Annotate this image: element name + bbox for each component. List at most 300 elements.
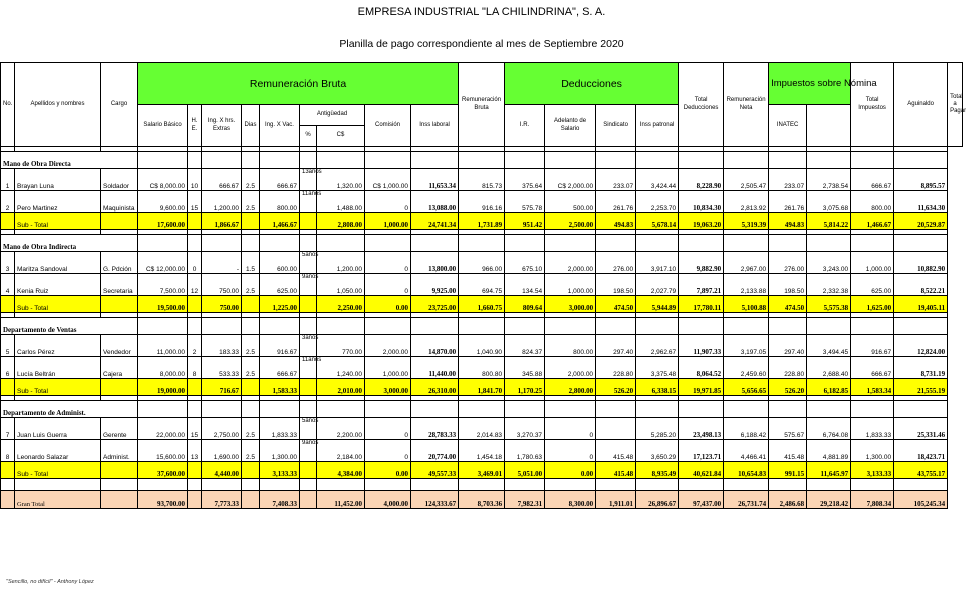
section-title: Departamento de Administ.: [1, 401, 138, 418]
cell-aguinaldo: 1,833.33: [851, 418, 894, 440]
empty-cell: [260, 235, 300, 252]
cell-neta: 8,228.90: [679, 169, 724, 191]
cell-tot_ded: 3,375.48: [636, 357, 679, 379]
empty-cell: [242, 462, 260, 479]
empty-cell: [188, 491, 202, 509]
empty-cell: [411, 479, 459, 491]
cell-tot_ded: 2,962.67: [636, 335, 679, 357]
empty-cell: [15, 479, 101, 491]
subtotal-tot_ded: 6,338.15: [636, 379, 679, 396]
cell-vac: 800.00: [260, 191, 300, 213]
subtotal-vac: 1,466.67: [260, 213, 300, 230]
cell-inatec: 228.80: [769, 357, 807, 379]
empty-cell: [300, 491, 317, 509]
header-rem-neta: Remuneración Neta: [724, 63, 769, 147]
grand-total-vac: 7,408.33: [260, 491, 300, 509]
header-total-impuestos: Total Impuestos: [851, 63, 894, 147]
cell-aguinaldo: 666.67: [851, 169, 894, 191]
cell-bruta: 9,925.00: [411, 274, 459, 296]
subtotal-ir: 1,170.25: [505, 379, 545, 396]
empty-cell: [188, 152, 202, 169]
empty-cell: [188, 213, 202, 230]
empty-cell: [769, 401, 807, 418]
subtotal-adelanto: 2,800.00: [545, 379, 596, 396]
employee-name: Pero Martinez: [15, 191, 101, 213]
empty-cell: [411, 235, 459, 252]
cell-dias: 2.5: [242, 357, 260, 379]
cell-ant_cs: 770.00: [317, 335, 365, 357]
subtotal-ant_cs: 2,250.00: [317, 296, 365, 313]
cell-tot_imp: 3,243.00: [807, 252, 851, 274]
empty-cell: [724, 235, 769, 252]
employee-row: [1, 335, 963, 357]
subtotal-ant_cs: 2,808.00: [317, 213, 365, 230]
employee-row: [1, 357, 963, 379]
cell-dias: 2.5: [242, 440, 260, 462]
cell-comision: C$ 1,000.00: [365, 169, 411, 191]
subtotal-inatec: 526.20: [769, 379, 807, 396]
empty-cell: [188, 296, 202, 313]
cell-tot_imp: 4,881.89: [807, 440, 851, 462]
grand-total-adelanto: 8,300.00: [545, 491, 596, 509]
header-no: No.: [1, 63, 15, 147]
empty-cell: [138, 479, 188, 491]
empty-cell: [202, 152, 242, 169]
subtotal-salario: 17,600.00: [138, 213, 188, 230]
cell-he: 13: [188, 440, 202, 462]
cell-ing_he: 750.00: [202, 274, 242, 296]
cell-sindicato: 276.00: [596, 252, 636, 274]
subtotal-inatec: 494.83: [769, 213, 807, 230]
cell-comision: 0: [365, 274, 411, 296]
subtotal-row: [1, 462, 963, 479]
cell-adelanto: 0: [545, 440, 596, 462]
cell-he: 15: [188, 418, 202, 440]
employee-row: [1, 418, 963, 440]
empty-cell: [724, 318, 769, 335]
subtotal-salario: 37,600.00: [138, 462, 188, 479]
footer-quote: "Sencillo, no difícil" - Anthony López: [6, 579, 94, 585]
cell-inss: 800.80: [459, 357, 505, 379]
cell-salario: C$ 8,000.00: [138, 169, 188, 191]
empty-cell: [545, 479, 596, 491]
empty-cell: [411, 401, 459, 418]
empty-cell: [596, 235, 636, 252]
cell-ir: 1,780.63: [505, 440, 545, 462]
cell-tot_imp: 3,494.45: [807, 335, 851, 357]
cell-neta: 17,123.71: [679, 440, 724, 462]
cell-comision: 0: [365, 418, 411, 440]
cell-comision: 0: [365, 252, 411, 274]
cell-ant_pct: 9años: [300, 274, 317, 296]
employee-row: [1, 440, 963, 462]
cell-ant_pct: 11años: [300, 357, 317, 379]
cell-ing_he: -: [202, 252, 242, 274]
subtotal-vac: 1,225.00: [260, 296, 300, 313]
cell-sindicato: [596, 418, 636, 440]
employee-cargo: Soldador: [101, 169, 138, 191]
empty-cell: [101, 479, 138, 491]
grand-total-salario: 93,700.00: [138, 491, 188, 509]
grand-total-comision: 4,000.00: [365, 491, 411, 509]
empty-cell: [411, 152, 459, 169]
empty-cell: [411, 318, 459, 335]
empty-cell: [1, 462, 15, 479]
row-no: 2: [1, 191, 15, 213]
subtotal-ir: 951.42: [505, 213, 545, 230]
cell-bruta: 14,870.00: [411, 335, 459, 357]
empty-cell: [260, 479, 300, 491]
header-he: H. E.: [188, 105, 202, 147]
empty-cell: [260, 401, 300, 418]
cell-comision: 1,000.00: [365, 357, 411, 379]
cell-total: 18,423.71: [894, 440, 948, 462]
header-total-pagar: Total a Pagar: [948, 63, 963, 147]
cell-tot_ded: 5,285.20: [636, 418, 679, 440]
empty-cell: [188, 401, 202, 418]
empty-cell: [545, 235, 596, 252]
cell-salario: C$ 12,000.00: [138, 252, 188, 274]
cell-comision: 2,000.00: [365, 335, 411, 357]
cell-vac: 666.67: [260, 169, 300, 191]
section-header-row: [1, 152, 963, 169]
cell-aguinaldo: 800.00: [851, 191, 894, 213]
employee-name: Kenia Ruiz: [15, 274, 101, 296]
cell-ing_he: 183.33: [202, 335, 242, 357]
empty-cell: [317, 401, 365, 418]
subtotal-salario: 19,500.00: [138, 296, 188, 313]
cell-inss: 1,454.18: [459, 440, 505, 462]
empty-cell: [365, 152, 411, 169]
cell-ant_pct: 3años: [300, 335, 317, 357]
cell-salario: 7,500.00: [138, 274, 188, 296]
empty-cell: [596, 401, 636, 418]
cell-adelanto: 0: [545, 418, 596, 440]
cell-tot_imp: 3,075.68: [807, 191, 851, 213]
subtotal-inss: 1,731.89: [459, 213, 505, 230]
cell-ir: 675.10: [505, 252, 545, 274]
cell-ing_he: 1,690.00: [202, 440, 242, 462]
header-ir: I.R.: [505, 105, 545, 147]
cell-adelanto: 500.00: [545, 191, 596, 213]
empty-cell: [679, 152, 724, 169]
cell-ing_he: 533.33: [202, 357, 242, 379]
subtotal-bruta: 26,310.00: [411, 379, 459, 396]
subtotal-ing_he: 716.67: [202, 379, 242, 396]
header-ant-cs: C$: [317, 126, 365, 147]
empty-cell: [459, 401, 505, 418]
empty-cell: [545, 401, 596, 418]
cell-neta: 7,897.21: [679, 274, 724, 296]
cell-adelanto: 1,000.00: [545, 274, 596, 296]
header-sindicato: Sindicato: [596, 105, 636, 147]
cell-comision: 0: [365, 191, 411, 213]
empty-cell: [545, 318, 596, 335]
empty-cell: [807, 479, 851, 491]
employee-cargo: Secretaria: [101, 274, 138, 296]
cell-dias: 2.5: [242, 418, 260, 440]
cell-total: 12,824.00: [894, 335, 948, 357]
subtotal-label: Sub - Total: [15, 296, 101, 313]
group-impuestos: Impuestos sobre Nómina: [769, 63, 851, 105]
cell-neta: 10,834.30: [679, 191, 724, 213]
empty-cell: [138, 152, 188, 169]
cell-vac: 1,833.33: [260, 418, 300, 440]
subtotal-inss: 3,469.01: [459, 462, 505, 479]
empty-cell: [242, 213, 260, 230]
spacer-row: [1, 479, 963, 491]
subtotal-aguinaldo: 1,466.67: [851, 213, 894, 230]
cell-ir: 345.88: [505, 357, 545, 379]
cell-aguinaldo: 916.67: [851, 335, 894, 357]
empty-cell: [459, 318, 505, 335]
empty-cell: [769, 152, 807, 169]
cell-inatec: 198.50: [769, 274, 807, 296]
subtotal-tot_ded: 5,944.89: [636, 296, 679, 313]
cell-adelanto: 2,000.00: [545, 357, 596, 379]
subtotal-ant_cs: 2,010.00: [317, 379, 365, 396]
empty-cell: [101, 213, 138, 230]
empty-cell: [300, 213, 317, 230]
employee-cargo: Gerente: [101, 418, 138, 440]
cell-inatec: 575.67: [769, 418, 807, 440]
header-nombre: Apellidos y nombres: [15, 63, 101, 147]
empty-cell: [365, 235, 411, 252]
cell-inatec: 261.76: [769, 191, 807, 213]
employee-name: Brayan Luna: [15, 169, 101, 191]
empty-cell: [596, 318, 636, 335]
empty-cell: [1, 491, 15, 509]
empty-cell: [769, 235, 807, 252]
empty-cell: [1, 379, 15, 396]
empty-cell: [679, 479, 724, 491]
cell-inatec: 233.07: [769, 169, 807, 191]
empty-cell: [138, 401, 188, 418]
cell-ir: 134.54: [505, 274, 545, 296]
cell-bruta: 11,653.34: [411, 169, 459, 191]
header-rem-bruta: Remuneración Bruta: [459, 63, 505, 147]
cell-he: 2: [188, 335, 202, 357]
section-title: Departamento de Ventas: [1, 318, 138, 335]
empty-cell: [188, 318, 202, 335]
empty-cell: [807, 235, 851, 252]
empty-cell: [101, 491, 138, 509]
empty-cell: [1, 479, 15, 491]
grand-total-tot_imp: 29,218.42: [807, 491, 851, 509]
empty-cell: [260, 152, 300, 169]
group-remuneracion-bruta: Remuneración Bruta: [138, 63, 459, 105]
cell-total: 25,331.46: [894, 418, 948, 440]
grand-total-aguinaldo: 7,808.34: [851, 491, 894, 509]
cell-inss: 694.75: [459, 274, 505, 296]
cell-ing_he: 1,200.00: [202, 191, 242, 213]
empty-cell: [101, 462, 138, 479]
cell-dias: 2.5: [242, 169, 260, 191]
subtotal-row: [1, 296, 963, 313]
cell-he: 12: [188, 274, 202, 296]
employee-name: Carlos Pérez: [15, 335, 101, 357]
subtotal-comision: 0.00: [365, 296, 411, 313]
cell-sindicato: 415.48: [596, 440, 636, 462]
subtotal-label: Sub - Total: [15, 462, 101, 479]
cell-neta: 9,882.90: [679, 252, 724, 274]
employee-row: [1, 191, 963, 213]
cell-ir: 824.37: [505, 335, 545, 357]
subtotal-tot_imp: 6,182.85: [807, 379, 851, 396]
cell-tot_imp: 2,332.38: [807, 274, 851, 296]
empty-cell: [636, 152, 679, 169]
cell-tot_imp: 2,688.40: [807, 357, 851, 379]
grand-total-ant_cs: 11,452.00: [317, 491, 365, 509]
cell-total: 10,882.90: [894, 252, 948, 274]
empty-cell: [242, 491, 260, 509]
cell-inss_pat: 4,466.41: [724, 440, 769, 462]
cell-inatec: 415.48: [769, 440, 807, 462]
empty-cell: [242, 235, 260, 252]
empty-cell: [894, 479, 948, 491]
subtotal-ing_he: 4,440.00: [202, 462, 242, 479]
subtotal-aguinaldo: 1,583.34: [851, 379, 894, 396]
cell-bruta: 13,800.00: [411, 252, 459, 274]
row-no: 5: [1, 335, 15, 357]
header-inss-patronal: Inss patronal: [636, 105, 679, 147]
empty-cell: [202, 401, 242, 418]
cell-sindicato: 233.07: [596, 169, 636, 191]
cell-ant_cs: 1,200.00: [317, 252, 365, 274]
cell-inatec: 276.00: [769, 252, 807, 274]
cell-he: 10: [188, 169, 202, 191]
empty-cell: [769, 479, 807, 491]
empty-cell: [636, 401, 679, 418]
cell-vac: 916.67: [260, 335, 300, 357]
cell-ant_pct: 9años: [300, 440, 317, 462]
empty-cell: [202, 479, 242, 491]
empty-cell: [242, 379, 260, 396]
empty-cell: [188, 462, 202, 479]
cell-vac: 666.67: [260, 357, 300, 379]
subtotal-comision: 1,000.00: [365, 213, 411, 230]
grand-total-inatec: 2,486.68: [769, 491, 807, 509]
cell-total: 8,731.19: [894, 357, 948, 379]
cell-ant_cs: 2,200.00: [317, 418, 365, 440]
grand-total-bruta: 124,333.67: [411, 491, 459, 509]
cell-ing_he: 666.67: [202, 169, 242, 191]
subtotal-total: 21,555.19: [894, 379, 948, 396]
empty-cell: [242, 401, 260, 418]
empty-cell: [505, 401, 545, 418]
cell-adelanto: 800.00: [545, 335, 596, 357]
empty-cell: [894, 235, 948, 252]
cell-neta: 23,498.13: [679, 418, 724, 440]
empty-cell: [242, 296, 260, 313]
subtotal-bruta: 49,557.33: [411, 462, 459, 479]
empty-cell: [459, 152, 505, 169]
cell-bruta: 20,774.00: [411, 440, 459, 462]
empty-cell: [459, 479, 505, 491]
group-deducciones: Deducciones: [505, 63, 679, 105]
empty-cell: [894, 401, 948, 418]
employee-cargo: Maquinista: [101, 191, 138, 213]
cell-ant_cs: 2,184.00: [317, 440, 365, 462]
cell-ant_cs: 1,240.00: [317, 357, 365, 379]
subtotal-ing_he: 750.00: [202, 296, 242, 313]
cell-salario: 15,600.00: [138, 440, 188, 462]
cell-inss_pat: 2,133.88: [724, 274, 769, 296]
subtotal-sindicato: 474.50: [596, 296, 636, 313]
grand-total-row: [1, 491, 963, 509]
cell-bruta: 28,783.33: [411, 418, 459, 440]
cell-ir: 375.64: [505, 169, 545, 191]
cell-tot_ded: 3,917.10: [636, 252, 679, 274]
cell-total: 8,895.57: [894, 169, 948, 191]
cell-he: 8: [188, 357, 202, 379]
employee-name: Lucía Beltrán: [15, 357, 101, 379]
cell-inss_pat: 2,459.60: [724, 357, 769, 379]
empty-cell: [636, 235, 679, 252]
subtotal-inss: 1,841.70: [459, 379, 505, 396]
empty-cell: [101, 296, 138, 313]
header-salario: Salario Básico: [138, 105, 188, 147]
cell-salario: 22,000.00: [138, 418, 188, 440]
cell-neta: 11,907.33: [679, 335, 724, 357]
cell-inatec: 297.40: [769, 335, 807, 357]
cell-aguinaldo: 1,000.00: [851, 252, 894, 274]
subtotal-tot_ded: 8,935.49: [636, 462, 679, 479]
empty-cell: [300, 152, 317, 169]
cell-ant_cs: 1,050.00: [317, 274, 365, 296]
row-no: 7: [1, 418, 15, 440]
empty-cell: [807, 152, 851, 169]
header-adelanto: Adelanto de Salario: [545, 105, 596, 147]
cell-tot_ded: 3,650.29: [636, 440, 679, 462]
cell-tot_imp: 6,764.08: [807, 418, 851, 440]
section-title: Mano de Obra Indirecta: [1, 235, 138, 252]
empty-cell: [505, 152, 545, 169]
empty-cell: [636, 318, 679, 335]
empty-cell: [596, 152, 636, 169]
empty-cell: [807, 401, 851, 418]
section-title: Mano de Obra Directa: [1, 152, 138, 169]
header-ing-xvac: Ing. X Vac.: [260, 105, 300, 147]
grand-total-inss_pat: 26,731.74: [724, 491, 769, 509]
empty-cell: [459, 235, 505, 252]
cell-inss_pat: 2,813.92: [724, 191, 769, 213]
subtotal-inss: 1,660.75: [459, 296, 505, 313]
subtotal-sindicato: 415.48: [596, 462, 636, 479]
empty-cell: [505, 318, 545, 335]
empty-cell: [724, 152, 769, 169]
empty-cell: [769, 318, 807, 335]
subtotal-tot_imp: 11,645.97: [807, 462, 851, 479]
empty-cell: [242, 318, 260, 335]
subtotal-comision: 3,000.00: [365, 379, 411, 396]
cell-tot_ded: 2,253.70: [636, 191, 679, 213]
subtotal-inss_pat: 10,654.83: [724, 462, 769, 479]
header-total-deducciones: Total Deducciones: [679, 63, 724, 147]
grand-total-inss: 8,703.36: [459, 491, 505, 509]
cell-ant_pct: 5años: [300, 418, 317, 440]
subtotal-vac: 1,583.33: [260, 379, 300, 396]
subtotal-bruta: 24,741.34: [411, 213, 459, 230]
company-title: EMPRESA INDUSTRIAL "LA CHILINDRINA", S. A.: [357, 6, 606, 18]
header-comision: Comisión: [365, 105, 411, 147]
cell-bruta: 13,088.00: [411, 191, 459, 213]
cell-inss: 1,040.90: [459, 335, 505, 357]
subtotal-inss_pat: 5,656.65: [724, 379, 769, 396]
grand-total-tot_ded: 26,896.67: [636, 491, 679, 509]
empty-cell: [851, 479, 894, 491]
header-antiguedad: Antigüedad: [300, 105, 365, 126]
